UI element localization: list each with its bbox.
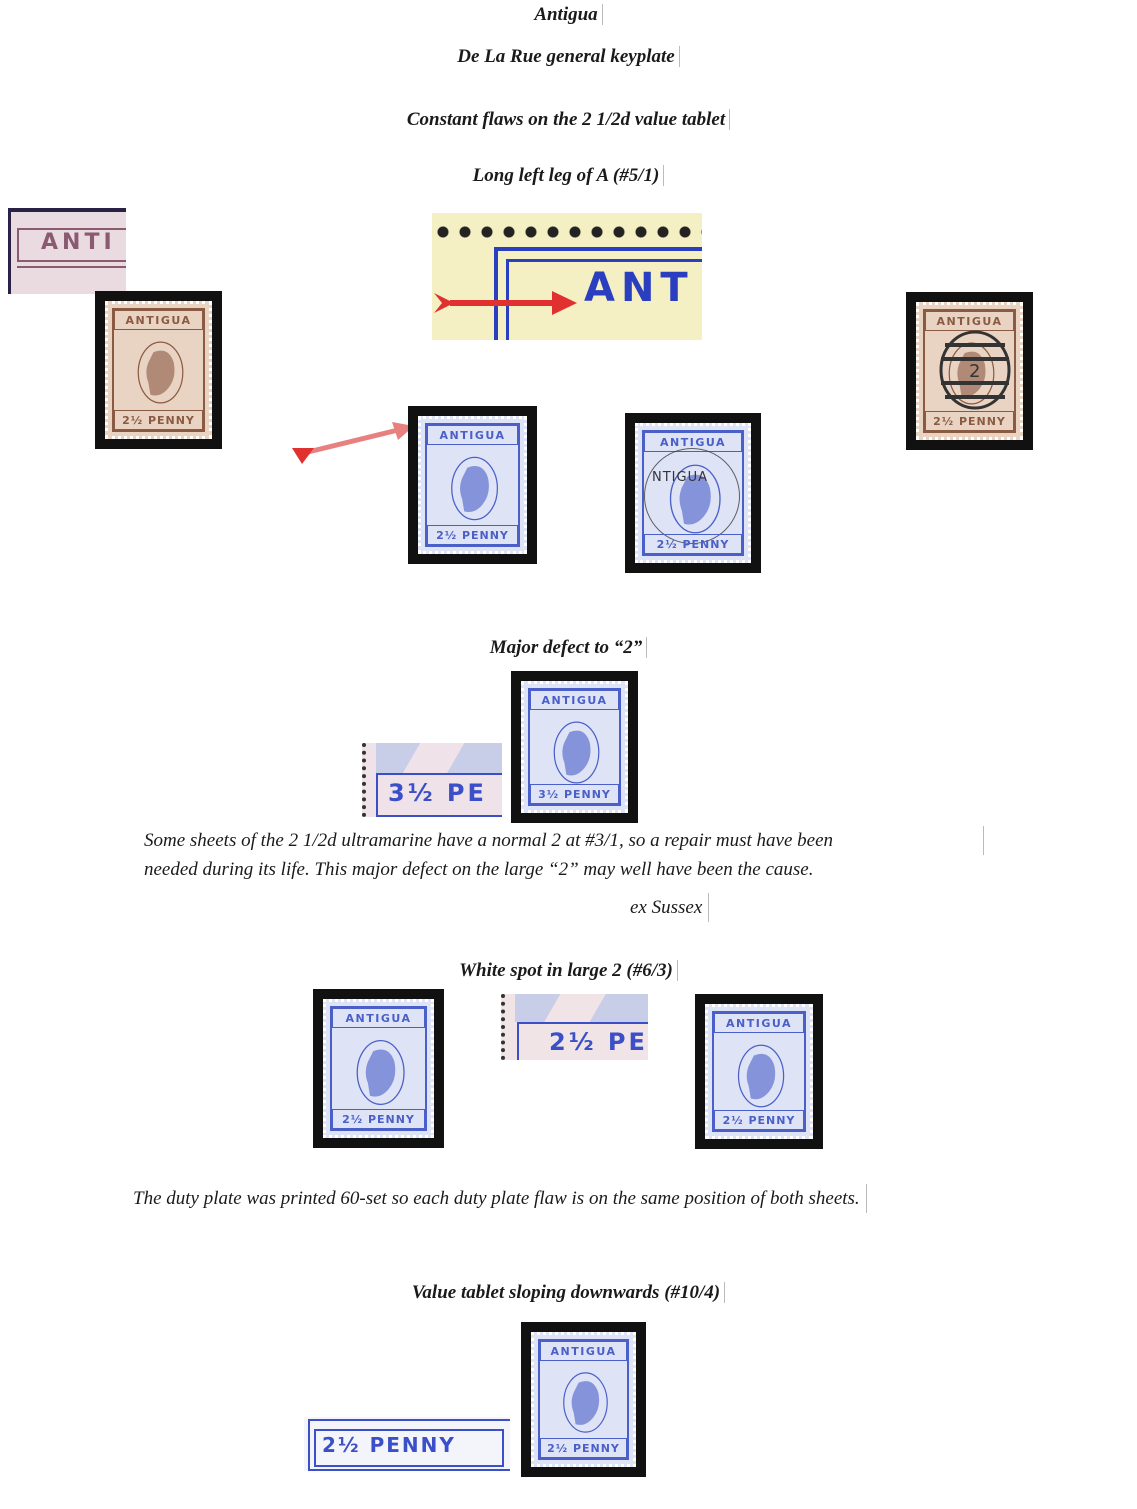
queen-portrait-icon <box>431 447 514 530</box>
barred-cancel-icon <box>935 325 1015 415</box>
sloping-enlargement-label: 2½ PENNY <box>322 1433 456 1457</box>
stamp-country-label: ANTIGUA <box>530 690 619 710</box>
section-sloping-title: Value tablet sloping downwards (#10/4) <box>0 1282 1137 1304</box>
stamp-value-label: 2½ PENNY <box>540 1438 627 1458</box>
stamp-value-label: 2½ PENNY <box>114 410 203 430</box>
stamp-blue-white-spot-right <box>695 994 823 1149</box>
stamp-value-label: 2½ PENNY <box>714 1110 804 1130</box>
stamp-value-label: 2½ PENNY <box>332 1109 425 1129</box>
queen-portrait-icon <box>336 1030 421 1115</box>
red-arrow-icon <box>432 285 582 321</box>
stamp-value-label: 3½ PENNY <box>530 784 619 804</box>
cancel-number: 2 <box>969 361 981 382</box>
blue-a-enlargement-label: ANT <box>584 265 694 311</box>
sloping-enlargement <box>304 1417 510 1471</box>
keyplate-title: De La Rue general keyplate <box>0 46 1137 68</box>
white-spot-enlargement <box>501 994 648 1060</box>
queen-portrait-icon <box>544 1363 623 1442</box>
stamp-country-label: ANTIGUA <box>114 310 203 330</box>
stamp-value-label: 2½ PENNY <box>427 525 518 545</box>
section-long-leg-title: Long left leg of A (#5/1) <box>0 165 1137 187</box>
stamp-brown-mint <box>95 291 222 449</box>
queen-portrait-icon <box>718 1035 800 1117</box>
stamp-country-label: ANTIGUA <box>540 1341 627 1361</box>
provenance-note: ex Sussex <box>630 893 709 922</box>
stamp-country-label: ANTIGUA <box>427 425 518 445</box>
stamp-country-label: ANTIGUA <box>332 1008 425 1028</box>
red-arrow-icon <box>288 418 418 468</box>
stamp-blue-used <box>625 413 761 573</box>
stamp-country-label: ANTIGUA <box>925 311 1014 331</box>
stamp-blue-sloping-tablet <box>521 1322 646 1477</box>
stamp-value-label: 2½ PENNY <box>644 534 742 554</box>
defect-enlargement-label: 3½ PE <box>388 779 487 807</box>
postmark-text: NTIGUA <box>652 470 708 485</box>
section-major-defect-title: Major defect to “2” <box>0 637 1137 659</box>
defect-enlargement <box>362 743 502 817</box>
flaws-title: Constant flaws on the 2 1/2d value tablet <box>0 109 1137 131</box>
country-title: Antigua <box>0 4 1137 26</box>
stamp-country-label: ANTIGUA <box>644 432 742 452</box>
section-white-spot-title: White spot in large 2 (#6/3) <box>0 960 1137 982</box>
brown-enlargement-label: ANTI <box>41 230 116 255</box>
queen-portrait-icon <box>534 712 615 793</box>
stamp-value-label: 2½ PENNY <box>925 411 1014 431</box>
brown-enlargement <box>8 208 126 294</box>
duty-plate-note: The duty plate was printed 60-set so each duty plate flaw is on the same position of both sheets. <box>133 1184 867 1213</box>
defect-note-line-1: Some sheets of the 2 1/2d ultramarine have a normal 2 at #3/1, so a repair must have been <box>144 826 984 855</box>
blue-a-enlargement <box>432 213 702 340</box>
defect-note-line-2: needed during its life. This major defect on the large “2” may well have been the cause. <box>144 859 814 880</box>
stamp-country-label: ANTIGUA <box>714 1013 804 1033</box>
queen-portrait-icon <box>118 332 199 413</box>
stamp-blue-mint-flaw <box>408 406 537 564</box>
white-spot-enlargement-label: 2½ PE <box>549 1028 648 1056</box>
stamp-brown-used <box>906 292 1033 450</box>
stamp-blue-major-defect <box>511 671 638 823</box>
defect-note <box>144 826 984 884</box>
circular-postmark <box>644 448 740 544</box>
stamp-blue-white-spot-left <box>313 989 444 1148</box>
